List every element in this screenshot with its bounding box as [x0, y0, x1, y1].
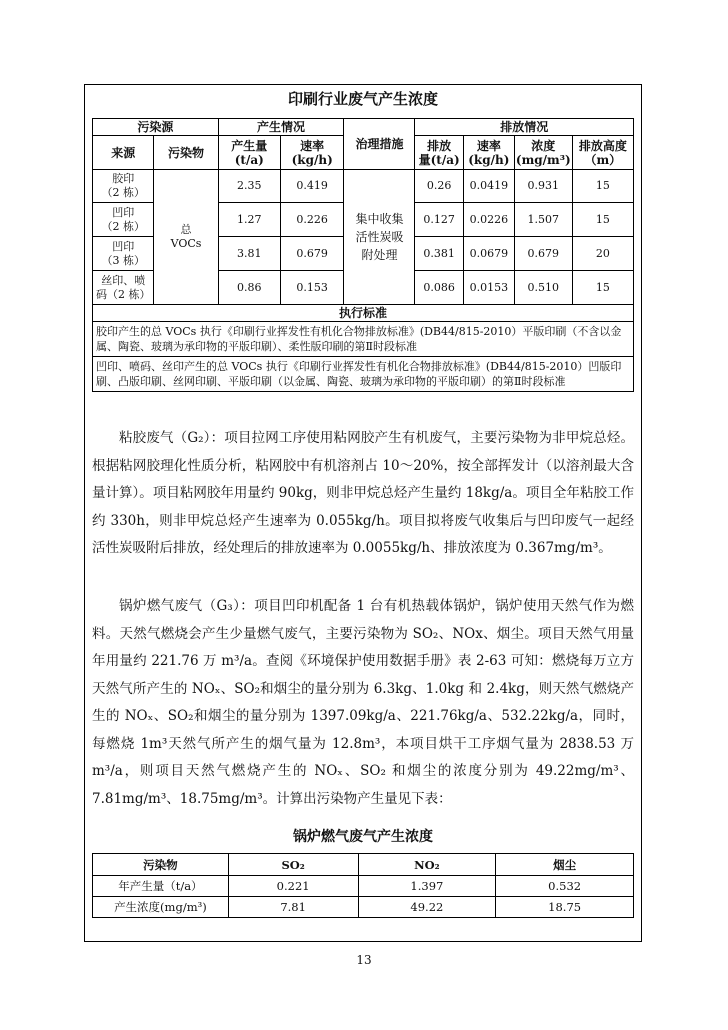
- header-pollutant: 污染物: [154, 136, 218, 170]
- cell-concentration: 1.507: [514, 203, 572, 237]
- cell-amount: 0.86: [218, 271, 280, 305]
- cell-height: 15: [572, 203, 633, 237]
- header-treatment: 治理措施: [344, 119, 415, 170]
- cell-height: 15: [572, 271, 633, 305]
- cell-concentration: 0.679: [514, 237, 572, 271]
- cell-so2: 7.81: [228, 897, 358, 918]
- header-concentration: 浓度 (mg/m³): [514, 136, 572, 170]
- cell-emit-rate: 0.0679: [463, 237, 514, 271]
- paragraph-boiler-gas: 锅炉燃气废气（G₃）：项目凹印机配备 1 台有机热载体锅炉，锅炉使用天然气作为燃料。天然气燃烧会产生少量燃气废气，主要污染物为 SO₂、NOx、烟尘。项目天然气用量年用量约 221.76 万 m³/a。查阅《环境保护使用数据手册》表 2-63 可知：燃烧每万立方天然气所产生的 NOₓ、SO₂和烟尘的量分别为 6.3kg、1.0kg 和 2.4kg，则天然气燃烧产生的 NOₓ、SO₂和烟尘的量分别为 1397.09kg/a、221.76kg/a、532.22kg/a，同时，每燃烧 1m³天然气所产生的烟气量为 12.8m³，本项目烘干工序烟气量为 2838.53 万 m³/a，则项目天然气燃烧产生的 NOₓ、SO₂ 和烟尘的浓度分别为 49.22mg/m³、7.81mg/m³、18.75mg/m³。计算出污染物产生量见下表：: [92, 598, 634, 807]
- cell-emit-amount: 0.381: [415, 237, 463, 271]
- header-amount: 产生量 (t/a): [218, 136, 280, 170]
- cell-height: 15: [572, 170, 633, 203]
- header-emit-rate: 速率 (kg/h): [463, 136, 514, 170]
- header-rate: 速率 (kg/h): [280, 136, 344, 170]
- header-no2: NO₂: [358, 854, 496, 876]
- printing-emission-table: [92, 118, 634, 392]
- row-source: 丝印、喷 码（2 栋）: [93, 271, 154, 305]
- header-pollutant: 污染物: [93, 854, 229, 876]
- cell-rate: 0.679: [280, 237, 344, 271]
- header-so2: SO₂: [228, 854, 358, 876]
- standard-text-2: 凹印、喷码、丝印产生的总 VOCs 执行《印刷行业挥发性有机化合物排放标准》(DB44/815-2010）凹版印刷、凸版印刷、丝网印刷、平版印刷（以金属、陶瓷、玻璃为承印物的平版印刷）的第Ⅱ时段标准: [93, 357, 634, 392]
- treatment-cell: 集中收集 活性炭吸 附处理: [344, 170, 415, 305]
- header-dust: 烟尘: [496, 854, 634, 876]
- cell-emit-amount: 0.26: [415, 170, 463, 203]
- header-source: 污染源: [93, 119, 219, 136]
- cell-height: 20: [572, 237, 633, 271]
- header-emit-amount: 排放 量(t/a): [415, 136, 463, 170]
- table-row: [93, 170, 634, 203]
- cell-rate: 0.419: [280, 170, 344, 203]
- header-origin: 来源: [93, 136, 154, 170]
- cell-concentration: 0.931: [514, 170, 572, 203]
- page-number: 13: [356, 953, 372, 967]
- cell-rate: 0.226: [280, 203, 344, 237]
- standard-text-1: 胶印产生的总 VOCs 执行《印刷行业挥发性有机化合物排放标准》(DB44/815-2010）平版印刷（不含以金属、陶瓷、玻璃为承印物的平版印刷）、柔性版印刷的第Ⅱ时段标准: [93, 322, 634, 357]
- cell-no2: 49.22: [358, 897, 496, 918]
- row-label: 年产生量（t/a）: [93, 876, 229, 897]
- cell-emit-rate: 0.0226: [463, 203, 514, 237]
- row-source: 胶印 （2 栋）: [93, 170, 154, 203]
- row-source: 凹印 （3 栋）: [93, 237, 154, 271]
- cell-rate: 0.153: [280, 271, 344, 305]
- header-emission: 排放情况: [415, 119, 634, 136]
- cell-amount: 2.35: [218, 170, 280, 203]
- cell-so2: 0.221: [228, 876, 358, 897]
- table-row: [93, 876, 634, 897]
- header-height: 排放高度 （m）: [572, 136, 633, 170]
- cell-amount: 1.27: [218, 203, 280, 237]
- cell-no2: 1.397: [358, 876, 496, 897]
- standard-title: 执行标准: [93, 305, 634, 322]
- table-row: [93, 897, 634, 918]
- cell-amount: 3.81: [218, 237, 280, 271]
- cell-emit-amount: 0.086: [415, 271, 463, 305]
- table2-title: 锅炉燃气废气产生浓度: [293, 829, 433, 845]
- cell-concentration: 0.510: [514, 271, 572, 305]
- cell-emit-rate: 0.0419: [463, 170, 514, 203]
- cell-dust: 0.532: [496, 876, 634, 897]
- row-label: 产生浓度(mg/m³): [93, 897, 229, 918]
- row-source: 凹印 （2 栋）: [93, 203, 154, 237]
- paragraph-adhesive-gas: 粘胶废气（G₂）：项目拉网工序使用粘网胶产生有机废气，主要污染物为非甲烷总烃。根据粘网胶理化性质分析，粘网胶中有机溶剂占 10～20%，按全部挥发计（以溶剂最大含量计算）。项目粘网胶年用量约 90kg，则非甲烷总烃产生量约 18kg/a。项目全年粘胶工作约 330h，则非甲烷总烃产生速率为 0.055kg/h。项目拟将废气收集后与凹印废气一起经活性炭吸附后排放，经处理后的排放速率为 0.0055kg/h、排放浓度为 0.367mg/m³。: [92, 430, 634, 556]
- pollutant-cell: 总 VOCs: [154, 170, 218, 305]
- cell-emit-rate: 0.0153: [463, 271, 514, 305]
- cell-emit-amount: 0.127: [415, 203, 463, 237]
- boiler-emission-table: [92, 853, 634, 918]
- table1-title: 印刷行业废气产生浓度: [287, 90, 438, 108]
- cell-dust: 18.75: [496, 897, 634, 918]
- header-produce: 产生情况: [218, 119, 344, 136]
